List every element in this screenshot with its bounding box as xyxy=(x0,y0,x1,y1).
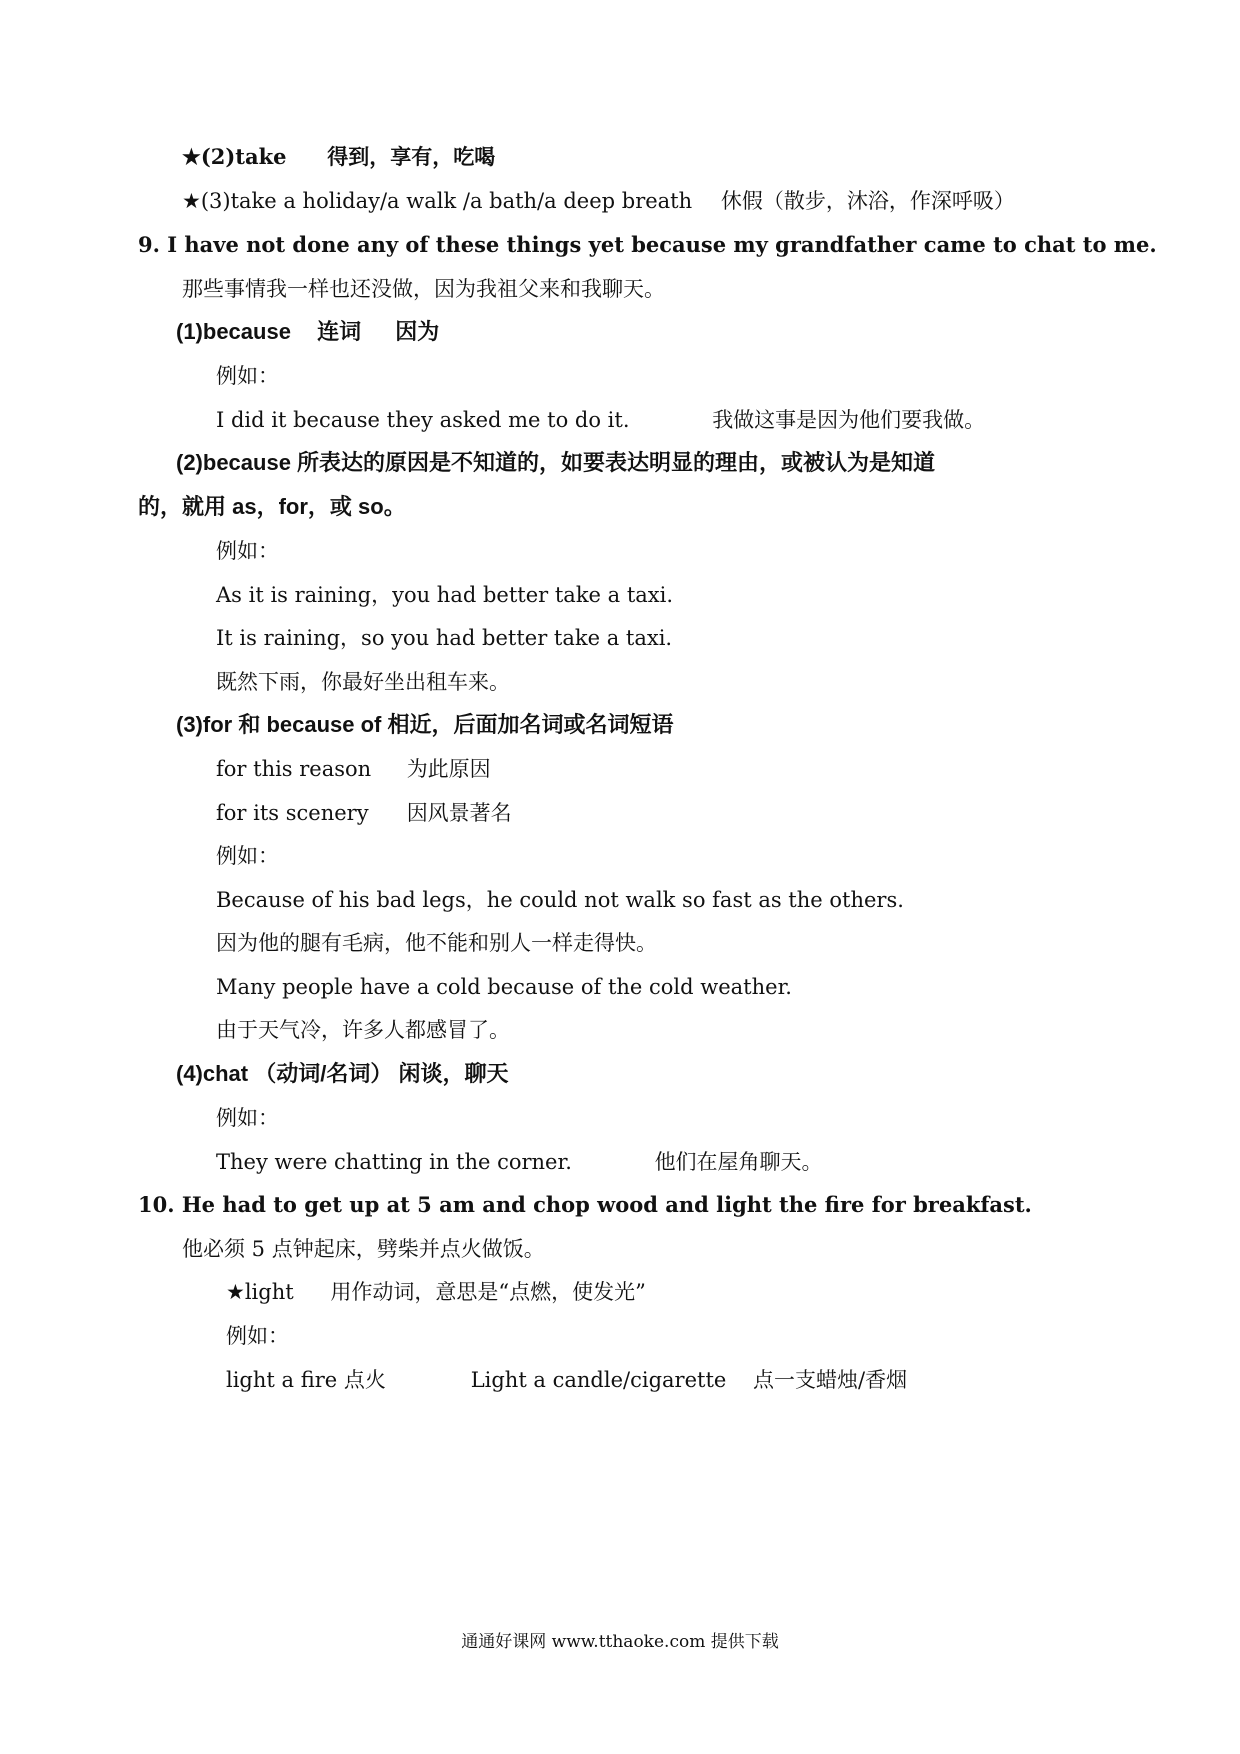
heading-because-1 xyxy=(176,317,439,347)
chinese: 为此原因 xyxy=(406,757,491,781)
example-label: 例如： xyxy=(226,1324,289,1348)
chinese: 我做这事是因为他们要我做。 xyxy=(712,408,986,432)
heading-because-2-cont: 的，就用 as，for，或 so。 xyxy=(138,494,406,519)
example-label: 例如： xyxy=(216,364,279,388)
meaning: 休假（散步，沐浴，作深呼吸） xyxy=(720,189,1015,213)
example-sentence xyxy=(216,405,985,435)
example-sentence xyxy=(216,1147,823,1177)
chinese: 他们在屋角聊天。 xyxy=(654,1150,823,1174)
term: ★(2)take xyxy=(182,144,287,169)
page-footer: 通通好课网 www.tthaoke.com 提供下载 xyxy=(461,1632,779,1652)
heading-chat-4: (4)chat （动词/名词） 闲谈，聊天 xyxy=(176,1061,509,1086)
example-sentence: Many people have a cold because of the cold weather. xyxy=(216,975,792,999)
meaning: 得到，享有，吃喝 xyxy=(327,144,496,169)
note-take-2 xyxy=(182,142,495,172)
sentence-9: 9. I have not done any of these things yet because my grandfather came to chat to me. xyxy=(138,232,1157,257)
english: for its scenery xyxy=(216,801,369,825)
translation-10: 他必须 5 点钟起床，劈柴并点火做饭。 xyxy=(182,1237,545,1261)
meaning: 因为 xyxy=(395,319,440,344)
example-label: 例如： xyxy=(216,539,279,563)
term: (1)because xyxy=(176,319,291,344)
heading-for-3: (3)for 和 because of 相近，后面加名词或名词短语 xyxy=(176,712,674,737)
term: ★(3)take a holiday/a walk /a bath/a deep breath xyxy=(182,189,693,213)
english: for this reason xyxy=(216,757,372,781)
sentence-10: 10. He had to get up at 5 am and chop wood and light the fire for breakfast. xyxy=(138,1192,1032,1217)
example-sentence: It is raining，so you had better take a taxi. xyxy=(216,626,673,650)
example-translation: 由于天气冷，许多人都感冒了。 xyxy=(216,1018,510,1042)
term: ★light xyxy=(226,1280,294,1304)
note-light xyxy=(226,1277,646,1307)
example-label: 例如： xyxy=(216,1106,279,1130)
example-translation: 既然下雨，你最好坐出租车来。 xyxy=(216,670,510,694)
chinese: 因风景著名 xyxy=(406,801,512,825)
phrase-row xyxy=(216,754,491,784)
example-translation: 因为他的腿有毛病，他不能和别人一样走得快。 xyxy=(216,931,657,955)
english: They were chatting in the corner. xyxy=(216,1150,572,1174)
example-label: 例如： xyxy=(216,844,279,868)
example-sentence: As it is raining，you had better take a taxi. xyxy=(216,583,674,607)
phrase-row xyxy=(226,1365,907,1395)
note-take-3 xyxy=(182,186,1015,216)
phrase-2: Light a candle/cigarette xyxy=(470,1368,727,1392)
phrase-1: light a fire 点火 xyxy=(226,1368,386,1392)
heading-because-2: (2)because 所表达的原因是不知道的，如要表达明显的理由，或被认为是知道 xyxy=(176,450,936,475)
meaning: 用作动词，意思是“点燃，使发光” xyxy=(330,1280,646,1304)
example-sentence: Because of his bad legs，he could not walk so fast as the others. xyxy=(216,888,904,912)
word-class: 连词 xyxy=(317,319,362,344)
translation-9: 那些事情我一样也还没做，因为我祖父来和我聊天。 xyxy=(182,277,665,301)
phrase-row xyxy=(216,798,512,828)
phrase-2-meaning: 点一支蜡烛/香烟 xyxy=(753,1368,908,1392)
english: I did it because they asked me to do it. xyxy=(216,408,630,432)
